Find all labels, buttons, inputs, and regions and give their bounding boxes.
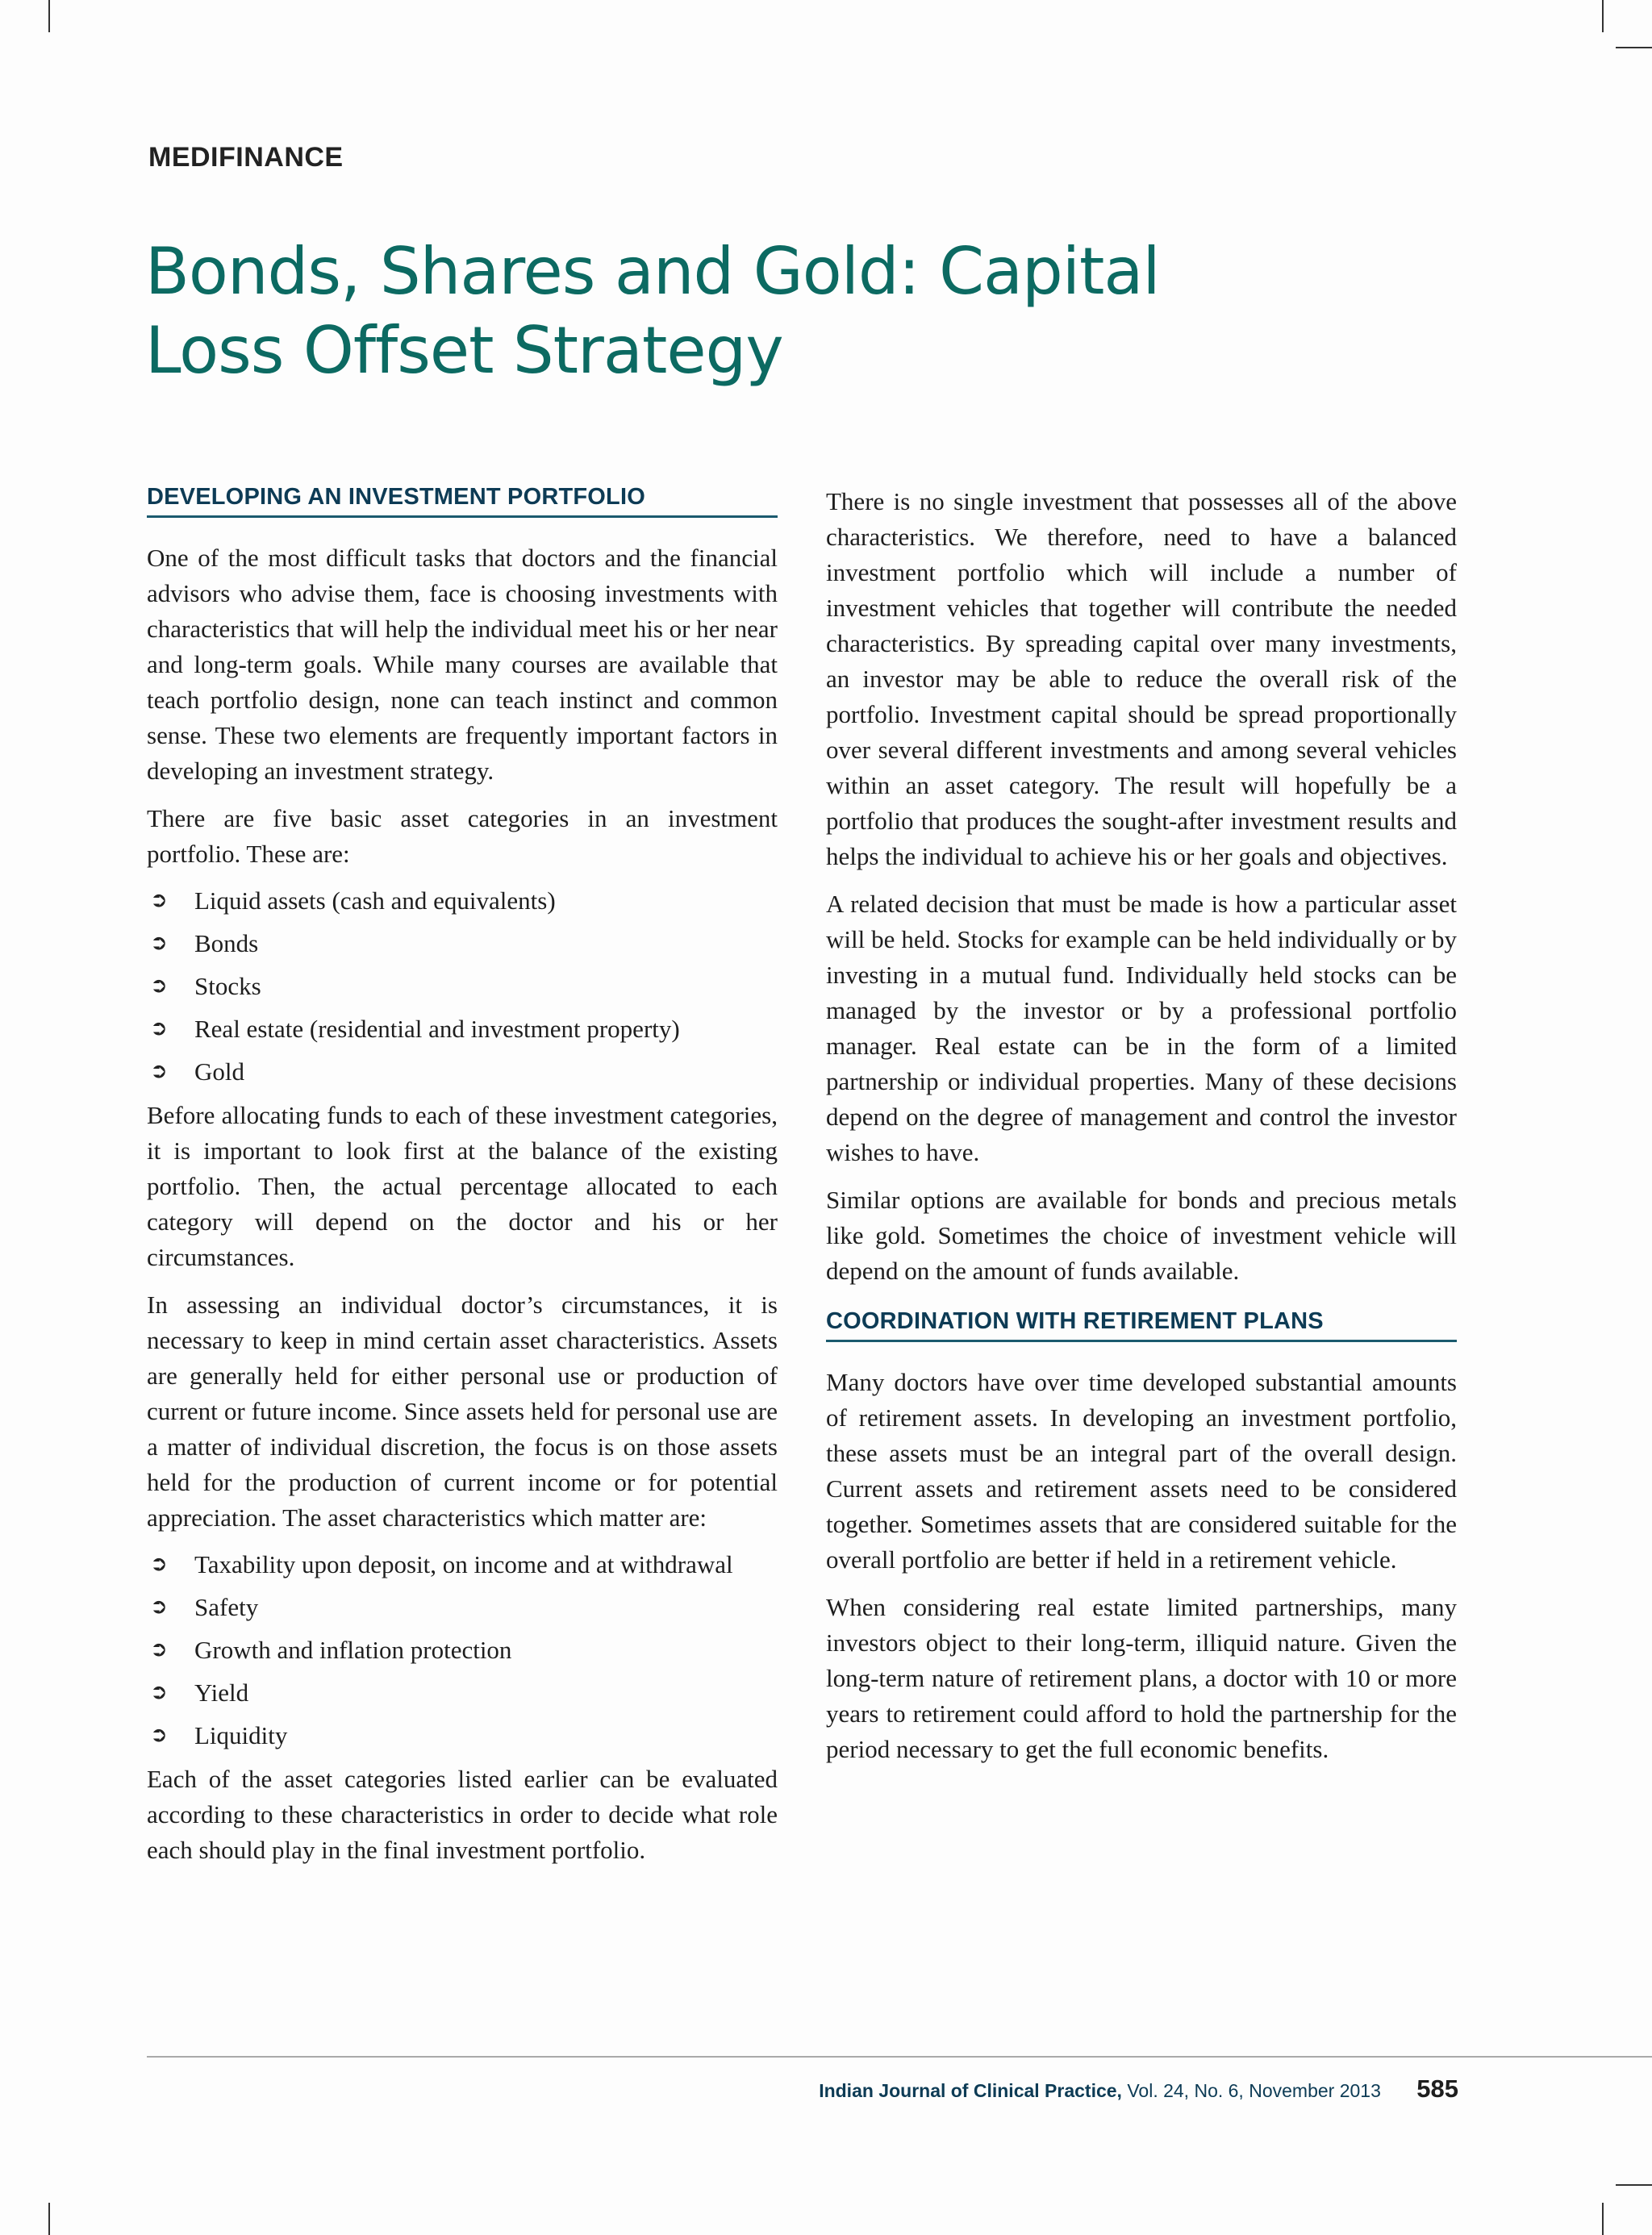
- list-item: ➲ Real estate (residential and investment property): [147, 1012, 778, 1045]
- crop-mark: [48, 2203, 50, 2235]
- journal-name: Indian Journal of Clinical Practice,: [819, 2080, 1122, 2101]
- right-column: [826, 484, 1457, 1779]
- crop-mark: [1616, 47, 1652, 48]
- list-item: ➲ Stocks: [147, 969, 778, 1003]
- list-item: ➲ Taxability upon deposit, on income and at withdrawal: [147, 1548, 778, 1581]
- paragraph: A related decision that must be made is how a particular asset will be held. Stocks for example can be held individually or by investing in a mutual fund. Individually held stocks can be managed by the investor or by a professional portfolio manager. Real estate can be in the form of a limited partnership or individual properties. Many of these decisions depend on the degree of management and control the investor wishes to have.: [826, 890, 1457, 1166]
- arrow-bullet-icon: ➲: [150, 888, 168, 912]
- arrow-bullet-icon: ➲: [150, 1723, 168, 1747]
- list-item: ➲ Growth and inflation protection: [147, 1633, 778, 1666]
- paragraph: When considering real estate limited partnerships, many investors object to their long-term, illiquid nature. Given the long-term nature of retirement plans, a doctor with 10 or more years to retirement could afford to hold the partnership for the period necessary to get the full economic benefits.: [826, 1593, 1457, 1763]
- paragraph: Each of the asset categories listed earlier can be evaluated according to these characteristics in order to decide what role each should play in the final investment portfolio.: [147, 1765, 778, 1864]
- list-item: ➲ Safety: [147, 1591, 778, 1624]
- journal-issue: Vol. 24, No. 6, November 2013: [1127, 2080, 1381, 2101]
- asset-characteristics-list: [147, 1548, 778, 1752]
- paragraph: Many doctors have over time developed substantial amounts of retirement assets. In developing an investment portfolio, these assets must be an integral part of the overall design. Current assets and retirement assets need to be considered together. Sometimes assets that are considered suitable for the overall portfolio are better if held in a retirement vehicle.: [826, 1368, 1457, 1574]
- list-item: ➲ Bonds: [147, 927, 778, 960]
- arrow-bullet-icon: ➲: [150, 1680, 168, 1704]
- list-item: ➲ Gold: [147, 1055, 778, 1088]
- paragraph: In assessing an individual doctor’s circumstances, it is necessary to keep in mind certain asset characteristics. Assets are generally held for either personal use or production of current or future income. Since assets held for personal use are a matter of individual discretion, the focus is on those assets held for the production of current income or for potential appreciation. The asset characteristics which matter are:: [147, 1291, 778, 1532]
- section-label: MEDIFINANCE: [148, 142, 344, 173]
- crop-mark: [1616, 2184, 1652, 2186]
- arrow-bullet-icon: ➲: [150, 1552, 168, 1576]
- arrow-bullet-icon: ➲: [150, 1059, 168, 1083]
- crop-mark: [48, 0, 50, 32]
- section-heading-retirement: COORDINATION WITH RETIREMENT PLANS: [826, 1308, 1457, 1342]
- page-footer: [819, 2074, 1458, 2104]
- left-column: [147, 484, 778, 1880]
- paragraph: One of the most difficult tasks that doctors and the financial advisors who advise them, face is choosing investments with characteristics that will help the individual meet his or her near and long-term goals. While many courses are available that teach portfolio design, none can teach instinct and common sense. These two elements are frequently important factors in developing an investment strategy.: [147, 544, 778, 785]
- section-heading-portfolio: DEVELOPING AN INVESTMENT PORTFOLIO: [147, 484, 778, 518]
- crop-mark: [1602, 2203, 1604, 2235]
- paragraph: Similar options are available for bonds and precious metals like gold. Sometimes the choice of investment vehicle will depend on the amount of funds available.: [826, 1186, 1457, 1285]
- list-item: ➲ Liquid assets (cash and equivalents): [147, 884, 778, 917]
- paragraph: Before allocating funds to each of these investment categories, it is important to look first at the balance of the existing portfolio. Then, the actual percentage allocated to each category will depend on the doctor and his or her circumstances.: [147, 1101, 778, 1271]
- arrow-bullet-icon: ➲: [150, 1016, 168, 1040]
- paragraph: There are five basic asset categories in an investment portfolio. These are:: [147, 804, 778, 868]
- page-number: 585: [1416, 2074, 1458, 2103]
- paragraph: There is no single investment that possesses all of the above characteristics. We therefore, need to have a balanced investment portfolio which will include a number of investment vehicles that together will contribute the needed characteristics. By spreading capital over many investments, an investor may be able to reduce the overall risk of the portfolio. Investment capital should be spread proportionally over several different investments and among several vehicles within an asset category. The result will hopefully be a portfolio that produces the sought-after investment results and helps the individual to achieve his or her goals and objectives.: [826, 487, 1457, 870]
- arrow-bullet-icon: ➲: [150, 1637, 168, 1662]
- list-item: ➲ Yield: [147, 1676, 778, 1709]
- arrow-bullet-icon: ➲: [150, 974, 168, 998]
- article-title: Bonds, Shares and Gold: Capital Loss Offset Strategy: [145, 234, 1160, 388]
- arrow-bullet-icon: ➲: [150, 1595, 168, 1619]
- arrow-bullet-icon: ➲: [150, 931, 168, 955]
- asset-categories-list: [147, 884, 778, 1088]
- list-item: ➲ Liquidity: [147, 1719, 778, 1752]
- crop-mark: [1602, 0, 1604, 32]
- footer-rule: [147, 2056, 1652, 2058]
